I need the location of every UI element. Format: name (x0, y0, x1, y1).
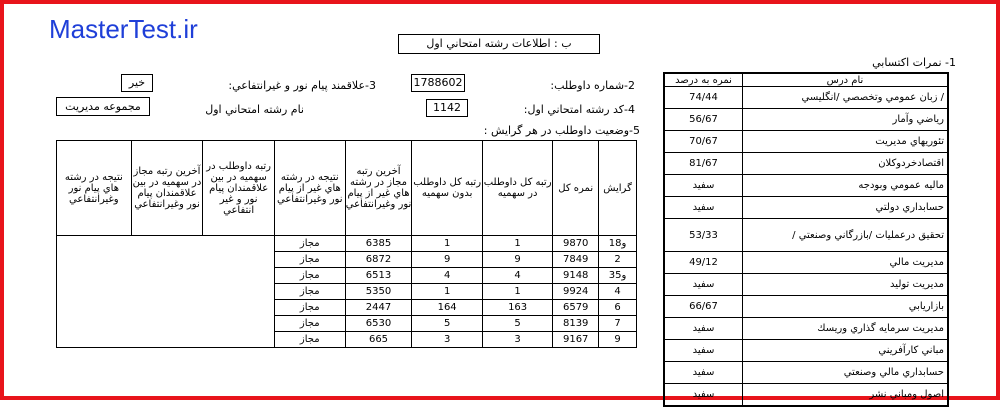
grade-score: سفيد (664, 175, 743, 197)
status-label: 5-وضعيت داوطلب در هر گرايش : (483, 124, 640, 137)
grade-course: مديريت سرمايه گذاري وريسك (743, 318, 949, 340)
rank-total-score: 6579 (553, 300, 599, 316)
rank-gerayesh: 3و5 (599, 268, 637, 284)
grade-score: سفيد (664, 274, 743, 296)
rank-total-score: 9924 (553, 284, 599, 300)
grade-score: سفيد (664, 340, 743, 362)
rank-table (56, 140, 637, 348)
grades-row (664, 109, 948, 131)
section-title: ب : اطلاعات رشته امتحاني اول (398, 34, 600, 54)
grade-course: مديريت توليد (743, 274, 949, 296)
grades-row (664, 362, 948, 384)
grades-row (664, 252, 948, 274)
grades-row (664, 131, 948, 153)
rank-result: مجاز (274, 300, 345, 316)
rank-no-quota: 5 (412, 316, 482, 332)
grade-score: سفيد (664, 197, 743, 219)
rank-quota: 3 (482, 332, 552, 348)
exam-name-field: مجموعه مديريت (56, 97, 150, 116)
rank-gerayesh: 4 (599, 284, 637, 300)
rank-quota: 5 (482, 316, 552, 332)
grade-score: 53/33 (664, 219, 743, 252)
rank-header-gerayesh: گرايش (599, 141, 637, 236)
grade-score: 74/44 (664, 87, 743, 109)
rank-last-rank: 6530 (345, 316, 412, 332)
grades-row (664, 175, 948, 197)
rank-quota: 163 (482, 300, 552, 316)
grade-course: اقتصادخردوكلان (743, 153, 949, 175)
rank-header-rank-in-quota-payam: رتبه داوطلب در سهميه در بين علاقمندان پيام نور و غير انتفاعي (203, 141, 275, 236)
grades-row (664, 384, 948, 407)
rank-gerayesh: 1و8 (599, 236, 637, 252)
grades-row (664, 197, 948, 219)
rank-no-quota: 1 (412, 284, 482, 300)
grades-row (664, 153, 948, 175)
rank-no-quota: 3 (412, 332, 482, 348)
grade-score: 56/67 (664, 109, 743, 131)
candidate-number-label: 2-شماره داوطلب: (550, 79, 635, 92)
rank-result: مجاز (274, 252, 345, 268)
grade-course: / زبان عمومي وتخصصي /انگليسي (743, 87, 949, 109)
grade-course: بازاريابي (743, 296, 949, 318)
rank-quota: 1 (482, 236, 552, 252)
rank-total-score: 9167 (553, 332, 599, 348)
brand-logo-text: MasterTest.ir (49, 14, 198, 44)
grade-course: تحقيق درعمليات /بازرگاني وصنعتي / (743, 219, 949, 252)
exam-code-label: 4-كد رشته امتحاني اول: (523, 103, 635, 116)
grade-course: اصول ومباني نشر (743, 384, 949, 407)
rank-last-rank: 665 (345, 332, 412, 348)
grades-section-label: 1- نمرات اكتسابي (872, 56, 956, 69)
rank-gerayesh: 9 (599, 332, 637, 348)
rank-no-quota: 1 (412, 236, 482, 252)
rank-header-result-payam: نتيجه در رشته هاي پيام نور وغيرانتفاعي (57, 141, 132, 236)
payam-noor-label: 3-علاقمند پيام نور و غيرانتفاعي: (228, 79, 376, 92)
rank-header-last-rank-payam: آخرين رتبه مجاز در سهميه در بين علاقمندان پيام نور وغيرانتفاعي (131, 141, 203, 236)
grades-row (664, 274, 948, 296)
rank-total-score: 9870 (553, 236, 599, 252)
rank-quota: 4 (482, 268, 552, 284)
rank-quota: 1 (482, 284, 552, 300)
grades-row (664, 296, 948, 318)
exam-name-label: نام رشته امتحاني اول (205, 103, 304, 116)
rank-quota: 9 (482, 252, 552, 268)
rank-header-rank-quota: رتبه كل داوطلب در سهميه (482, 141, 552, 236)
rank-result: مجاز (274, 284, 345, 300)
grades-row (664, 318, 948, 340)
rank-no-quota: 9 (412, 252, 482, 268)
grade-score: 81/67 (664, 153, 743, 175)
payam-noor-empty-cell (57, 236, 275, 348)
grade-course: ماليه عمومي وبودجه (743, 175, 949, 197)
grades-row (664, 219, 948, 252)
grade-score: 66/67 (664, 296, 743, 318)
grade-score: 70/67 (664, 131, 743, 153)
grade-score: 49/12 (664, 252, 743, 274)
grades-header-score: نمره به درصد (664, 73, 743, 87)
rank-last-rank: 6385 (345, 236, 412, 252)
rank-result: مجاز (274, 268, 345, 284)
rank-result: مجاز (274, 316, 345, 332)
rank-last-rank: 6513 (345, 268, 412, 284)
grade-course: رياضي وآمار (743, 109, 949, 131)
rank-gerayesh: 2 (599, 252, 637, 268)
rank-total-score: 8139 (553, 316, 599, 332)
exam-code-field: 1142 (426, 99, 468, 117)
rank-header-rank-no-quota: رتبه كل داوطلب بدون سهميه (412, 141, 482, 236)
grade-score: سفيد (664, 362, 743, 384)
rank-gerayesh: 6 (599, 300, 637, 316)
grade-score: سفيد (664, 318, 743, 340)
grade-course: مباني كارآفريني (743, 340, 949, 362)
rank-no-quota: 164 (412, 300, 482, 316)
rank-total-score: 9148 (553, 268, 599, 284)
rank-result: مجاز (274, 236, 345, 252)
rank-result: مجاز (274, 332, 345, 348)
rank-last-rank: 5350 (345, 284, 412, 300)
grades-table (663, 72, 949, 407)
rank-no-quota: 4 (412, 268, 482, 284)
rank-header-result-non-payam: نتيجه در رشته هاي غير از پيام نور وغيرانتفاعي (274, 141, 345, 236)
grades-row (664, 340, 948, 362)
rank-total-score: 7849 (553, 252, 599, 268)
grade-course: حسابداري مالي وصنعتي (743, 362, 949, 384)
grades-header-course: نام درس (743, 73, 949, 87)
grades-row (664, 87, 948, 109)
rank-header-total-score: نمره كل (553, 141, 599, 236)
grade-course: تئوريهاي مديريت (743, 131, 949, 153)
rank-gerayesh: 7 (599, 316, 637, 332)
rank-header-last-rank-non-payam: آخرين رتبه مجاز در رشته هاي غير از پيام نور وغيرانتفاعي (345, 141, 412, 236)
grade-course: مديريت مالي (743, 252, 949, 274)
grade-course: حسابداري دولتي (743, 197, 949, 219)
grade-score: سفيد (664, 384, 743, 407)
rank-last-rank: 6872 (345, 252, 412, 268)
rank-last-rank: 2447 (345, 300, 412, 316)
rank-row (57, 236, 637, 252)
payam-noor-field: خير (121, 74, 153, 92)
candidate-number-field: 1788602 (411, 74, 465, 92)
